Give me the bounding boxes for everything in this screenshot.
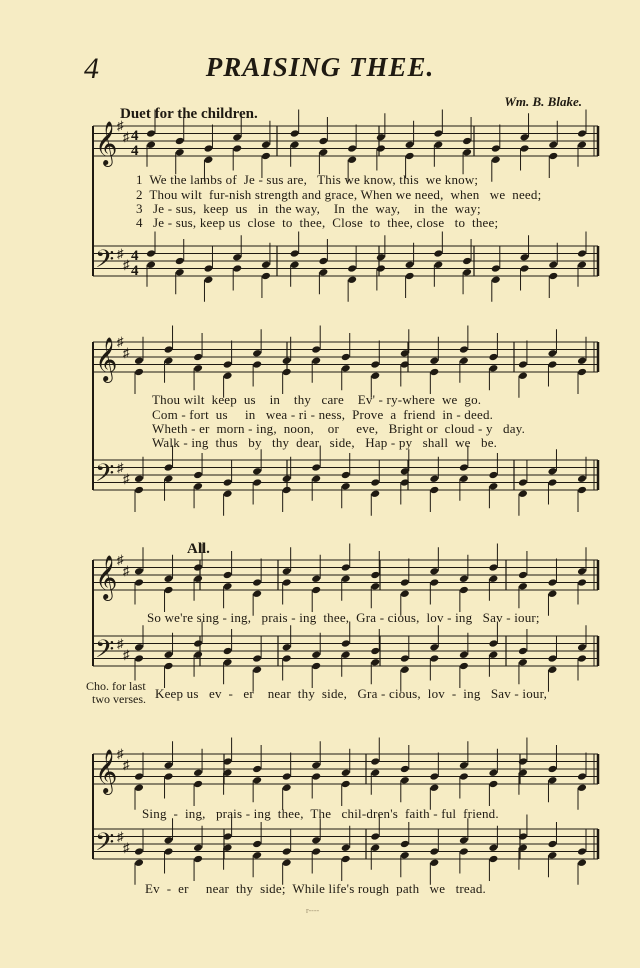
note-head	[347, 155, 357, 164]
note-head	[290, 140, 300, 149]
note-head	[175, 148, 185, 157]
note-head	[462, 257, 472, 266]
note-head	[282, 772, 292, 781]
sharp-sign: ♯	[123, 757, 130, 772]
note-head	[459, 463, 469, 472]
note-head	[462, 268, 472, 277]
note-head	[370, 582, 380, 591]
bass-clef: 𝄢	[95, 828, 115, 863]
note-head	[488, 563, 498, 572]
treble-clef: 𝄞	[95, 555, 118, 599]
note-head	[164, 761, 174, 770]
lyric-verse-2: Com - fort us in wea - ri - ness, Prove a friend in - deed.	[152, 407, 494, 422]
note-head	[252, 478, 262, 487]
lyric-verse: Sing - ing, prais - ing thee, The chil-dren's faith - ful friend.	[142, 806, 499, 821]
note-head	[400, 765, 410, 774]
note-head	[370, 489, 380, 498]
note-head	[164, 586, 174, 595]
note-head	[282, 643, 292, 652]
note-head	[547, 360, 557, 369]
note-head	[203, 155, 213, 164]
note-head	[518, 489, 528, 498]
note-head	[547, 840, 557, 849]
note-head	[577, 578, 587, 587]
sharp-sign: ♯	[117, 118, 124, 133]
note-head	[134, 368, 144, 377]
note-head	[252, 360, 262, 369]
note-head	[459, 772, 469, 781]
note-head	[400, 654, 410, 663]
note-head	[341, 780, 351, 789]
all-direction: All.	[187, 541, 210, 557]
note-head	[462, 148, 472, 157]
note-head	[232, 253, 242, 262]
note-head	[429, 654, 439, 663]
note-head	[164, 662, 174, 671]
note-head	[341, 563, 351, 572]
note-head	[429, 847, 439, 856]
note-head	[518, 478, 528, 487]
note-head	[347, 144, 357, 153]
time-signature: 4	[131, 263, 139, 279]
note-head	[134, 356, 144, 365]
note-head	[146, 129, 156, 138]
note-head	[311, 761, 321, 770]
note-head	[282, 847, 292, 856]
note-head	[577, 772, 587, 781]
note-head	[261, 260, 271, 269]
note-head	[146, 140, 156, 149]
note-head	[370, 768, 380, 777]
note-head	[341, 471, 351, 480]
note-head	[547, 589, 557, 598]
note-head	[370, 360, 380, 369]
note-head	[518, 371, 528, 380]
note-head	[341, 574, 351, 583]
note-head	[547, 349, 557, 358]
note-head	[548, 260, 558, 269]
note-head	[577, 567, 587, 576]
note-head	[459, 662, 469, 671]
note-head	[134, 847, 144, 856]
note-head	[232, 144, 242, 153]
treble-clef: 𝄞	[95, 121, 118, 165]
note-head	[164, 574, 174, 583]
note-head	[146, 249, 156, 258]
note-head	[459, 586, 469, 595]
note-head	[491, 264, 501, 273]
lyric-verse-4: 4 Je - sus, keep us close to thee, Close to thee, close to thee;	[136, 215, 499, 230]
note-head	[290, 249, 300, 258]
lyric-verse-1: Thou wilt keep us in thy care Ev' - ry-where we go.	[152, 392, 482, 407]
note-head	[193, 574, 203, 583]
note-head	[282, 858, 292, 867]
note-head	[341, 482, 351, 491]
note-head	[341, 855, 351, 864]
note-head	[193, 364, 203, 373]
note-head	[429, 474, 439, 483]
note-head	[488, 843, 498, 852]
note-head	[577, 858, 587, 867]
chorus-label	[86, 680, 146, 706]
note-head	[134, 578, 144, 587]
bass-clef: 𝄢	[95, 245, 115, 280]
note-head	[223, 647, 233, 656]
chorus-label-line: Cho. for last	[86, 679, 146, 693]
bass-clef: 𝄢	[95, 635, 115, 670]
chorus-label-line: two verses.	[92, 692, 146, 706]
note-head	[318, 257, 328, 266]
note-head	[459, 474, 469, 483]
note-head	[193, 768, 203, 777]
time-signature: 4	[131, 128, 139, 144]
time-signature: 4	[131, 248, 139, 264]
sharp-sign: ♯	[123, 471, 130, 486]
note-head	[577, 783, 587, 792]
note-head	[252, 765, 262, 774]
note-head	[193, 482, 203, 491]
note-head	[429, 486, 439, 495]
note-head	[405, 260, 415, 269]
note-head	[370, 371, 380, 380]
note-head	[282, 486, 292, 495]
note-head	[252, 654, 262, 663]
note-head	[164, 650, 174, 659]
sharp-sign: ♯	[117, 636, 124, 651]
note-head	[175, 257, 185, 266]
lyric-verse: So we're sing - ing, prais - ing thee, Gra - cious, lov - ing Sav - iour;	[147, 610, 540, 625]
note-head	[462, 137, 472, 146]
note-head	[547, 467, 557, 476]
note-head	[488, 353, 498, 362]
note-head	[547, 654, 557, 663]
note-head	[577, 249, 587, 258]
note-head	[261, 140, 271, 149]
note-head	[459, 847, 469, 856]
note-head	[341, 353, 351, 362]
note-head	[311, 586, 321, 595]
note-head	[577, 474, 587, 483]
note-head	[459, 356, 469, 365]
note-head	[193, 843, 203, 852]
note-head	[282, 368, 292, 377]
note-head	[518, 582, 528, 591]
note-head	[488, 650, 498, 659]
note-head	[318, 137, 328, 146]
note-head	[405, 140, 415, 149]
lyric-verse-2: 2 Thou wilt fur-nish strength and grace, When we need, when we need;	[136, 187, 542, 202]
note-head	[518, 658, 528, 667]
note-head	[577, 129, 587, 138]
lyric-verse-3: 3 Je - sus, keep us in the way, In the way, in the way;	[136, 201, 481, 216]
treble-clef: 𝄞	[95, 749, 118, 793]
note-head	[488, 574, 498, 583]
note-head	[376, 133, 386, 142]
note-head	[341, 364, 351, 373]
note-head	[488, 780, 498, 789]
note-head	[193, 353, 203, 362]
note-head	[290, 129, 300, 138]
print-mark: r----	[306, 906, 320, 915]
note-head	[488, 768, 498, 777]
note-head	[518, 571, 528, 580]
note-head	[164, 772, 174, 781]
note-head	[429, 368, 439, 377]
note-head	[547, 765, 557, 774]
treble-clef: 𝄞	[95, 337, 118, 381]
note-head	[193, 563, 203, 572]
note-head	[252, 851, 262, 860]
note-head	[370, 757, 380, 766]
note-head	[164, 356, 174, 365]
note-head	[577, 140, 587, 149]
note-head	[547, 578, 557, 587]
note-head	[134, 474, 144, 483]
note-head	[223, 489, 233, 498]
note-head	[547, 665, 557, 674]
note-head	[175, 268, 185, 277]
note-head	[203, 275, 213, 284]
note-head	[223, 371, 233, 380]
note-head	[577, 260, 587, 269]
note-head	[193, 471, 203, 480]
note-head	[203, 264, 213, 273]
note-head	[433, 140, 443, 149]
note-head	[547, 851, 557, 860]
note-head	[282, 474, 292, 483]
note-head	[433, 129, 443, 138]
note-head	[433, 249, 443, 258]
note-head	[223, 658, 233, 667]
note-head	[341, 843, 351, 852]
note-head	[429, 783, 439, 792]
page-number: 4	[84, 52, 99, 85]
note-head	[400, 840, 410, 849]
note-head	[429, 578, 439, 587]
note-head	[405, 152, 415, 161]
note-head	[400, 589, 410, 598]
note-head	[311, 574, 321, 583]
note-head	[232, 264, 242, 273]
note-head	[520, 264, 530, 273]
note-head	[134, 783, 144, 792]
note-head	[311, 836, 321, 845]
note-head	[488, 482, 498, 491]
lyric-chorus: Keep us ev - er near thy side, Gra - cious, lov - ing Sav - iour,	[155, 686, 548, 701]
sharp-sign: ♯	[123, 345, 130, 360]
note-head	[577, 368, 587, 377]
lyric-verse-4: Walk - ing thus by thy dear side, Hap - py shall we be.	[152, 435, 498, 450]
note-head	[282, 654, 292, 663]
note-head	[518, 647, 528, 656]
note-head	[491, 155, 501, 164]
note-head	[376, 253, 386, 262]
note-head	[311, 356, 321, 365]
note-head	[548, 152, 558, 161]
note-head	[134, 654, 144, 663]
note-head	[164, 847, 174, 856]
note-head	[311, 474, 321, 483]
note-head	[282, 567, 292, 576]
note-head	[164, 474, 174, 483]
note-head	[282, 578, 292, 587]
sharp-sign: ♯	[123, 563, 130, 578]
bass-clef: 𝄢	[95, 459, 115, 494]
note-head	[341, 768, 351, 777]
sharp-sign: ♯	[123, 257, 130, 272]
note-head	[252, 578, 262, 587]
note-head	[134, 858, 144, 867]
note-head	[370, 658, 380, 667]
lyric-verse-3: Wheth - er morn - ing, noon, or eve, Bright or cloud - y day.	[152, 421, 526, 436]
note-head	[488, 364, 498, 373]
note-head	[261, 152, 271, 161]
note-head	[429, 567, 439, 576]
note-head	[252, 776, 262, 785]
note-head	[520, 253, 530, 262]
note-head	[429, 643, 439, 652]
note-head	[547, 776, 557, 785]
note-head	[347, 264, 357, 273]
note-head	[311, 650, 321, 659]
note-head	[175, 137, 185, 146]
sharp-sign: ♯	[117, 746, 124, 761]
note-head	[376, 264, 386, 273]
note-head	[370, 647, 380, 656]
note-head	[405, 272, 415, 281]
note-head	[252, 840, 262, 849]
note-head	[311, 662, 321, 671]
note-head	[548, 272, 558, 281]
note-head	[134, 567, 144, 576]
composer-credit: Wm. B. Blake.	[504, 94, 582, 109]
note-head	[164, 345, 174, 354]
note-head	[311, 847, 321, 856]
note-head	[429, 772, 439, 781]
note-head	[429, 858, 439, 867]
hymn-title: PRAISING THEE.	[205, 52, 435, 82]
time-signature: 4	[131, 143, 139, 159]
note-head	[232, 133, 242, 142]
note-head	[488, 639, 498, 648]
note-head	[252, 665, 262, 674]
note-head	[282, 783, 292, 792]
note-head	[252, 467, 262, 476]
note-head	[252, 589, 262, 598]
note-head	[459, 650, 469, 659]
note-head	[547, 478, 557, 487]
note-head	[577, 654, 587, 663]
note-head	[520, 144, 530, 153]
note-head	[193, 780, 203, 789]
note-head	[311, 345, 321, 354]
note-head	[223, 478, 233, 487]
note-head	[429, 356, 439, 365]
note-head	[370, 478, 380, 487]
note-head	[577, 643, 587, 652]
performance-direction: Duet for the children.	[120, 106, 258, 122]
note-head	[376, 144, 386, 153]
note-head	[134, 772, 144, 781]
note-head	[341, 650, 351, 659]
note-head	[577, 847, 587, 856]
note-head	[459, 836, 469, 845]
note-head	[223, 571, 233, 580]
note-head	[311, 463, 321, 472]
note-head	[193, 639, 203, 648]
note-head	[223, 360, 233, 369]
note-head	[577, 356, 587, 365]
sharp-sign: ♯	[123, 840, 130, 855]
note-head	[400, 851, 410, 860]
note-head	[433, 260, 443, 269]
note-head	[459, 761, 469, 770]
note-head	[400, 578, 410, 587]
sharp-sign: ♯	[117, 552, 124, 567]
note-head	[518, 360, 528, 369]
sharp-sign: ♯	[117, 246, 124, 261]
note-head	[400, 776, 410, 785]
sharp-sign: ♯	[117, 334, 124, 349]
note-head	[203, 144, 213, 153]
note-head	[347, 275, 357, 284]
note-head	[164, 463, 174, 472]
note-head	[318, 268, 328, 277]
note-head	[400, 665, 410, 674]
lyric-chorus: Ev - er near thy side; While life's rough path we tread.	[145, 881, 487, 896]
note-head	[488, 855, 498, 864]
sharp-sign: ♯	[117, 829, 124, 844]
note-head	[134, 486, 144, 495]
note-head	[311, 772, 321, 781]
note-head	[370, 843, 380, 852]
note-head	[370, 571, 380, 580]
note-head	[548, 140, 558, 149]
note-head	[520, 133, 530, 142]
note-head	[282, 356, 292, 365]
note-head	[193, 650, 203, 659]
note-head	[577, 486, 587, 495]
note-head	[459, 574, 469, 583]
note-head	[491, 275, 501, 284]
note-head	[252, 349, 262, 358]
note-head	[261, 272, 271, 281]
sharp-sign: ♯	[117, 460, 124, 475]
note-head	[341, 639, 351, 648]
sharp-sign: ♯	[123, 647, 130, 662]
note-head	[491, 144, 501, 153]
note-head	[318, 148, 328, 157]
note-head	[146, 260, 156, 269]
note-head	[134, 643, 144, 652]
note-head	[290, 260, 300, 269]
lyric-verse-1: 1 We the lambs of Je - sus are, This we know, this we know;	[136, 172, 479, 187]
note-head	[370, 832, 380, 841]
note-head	[193, 855, 203, 864]
note-head	[459, 345, 469, 354]
note-head	[164, 836, 174, 845]
note-head	[223, 582, 233, 591]
note-head	[488, 471, 498, 480]
sharp-sign: ♯	[123, 129, 130, 144]
